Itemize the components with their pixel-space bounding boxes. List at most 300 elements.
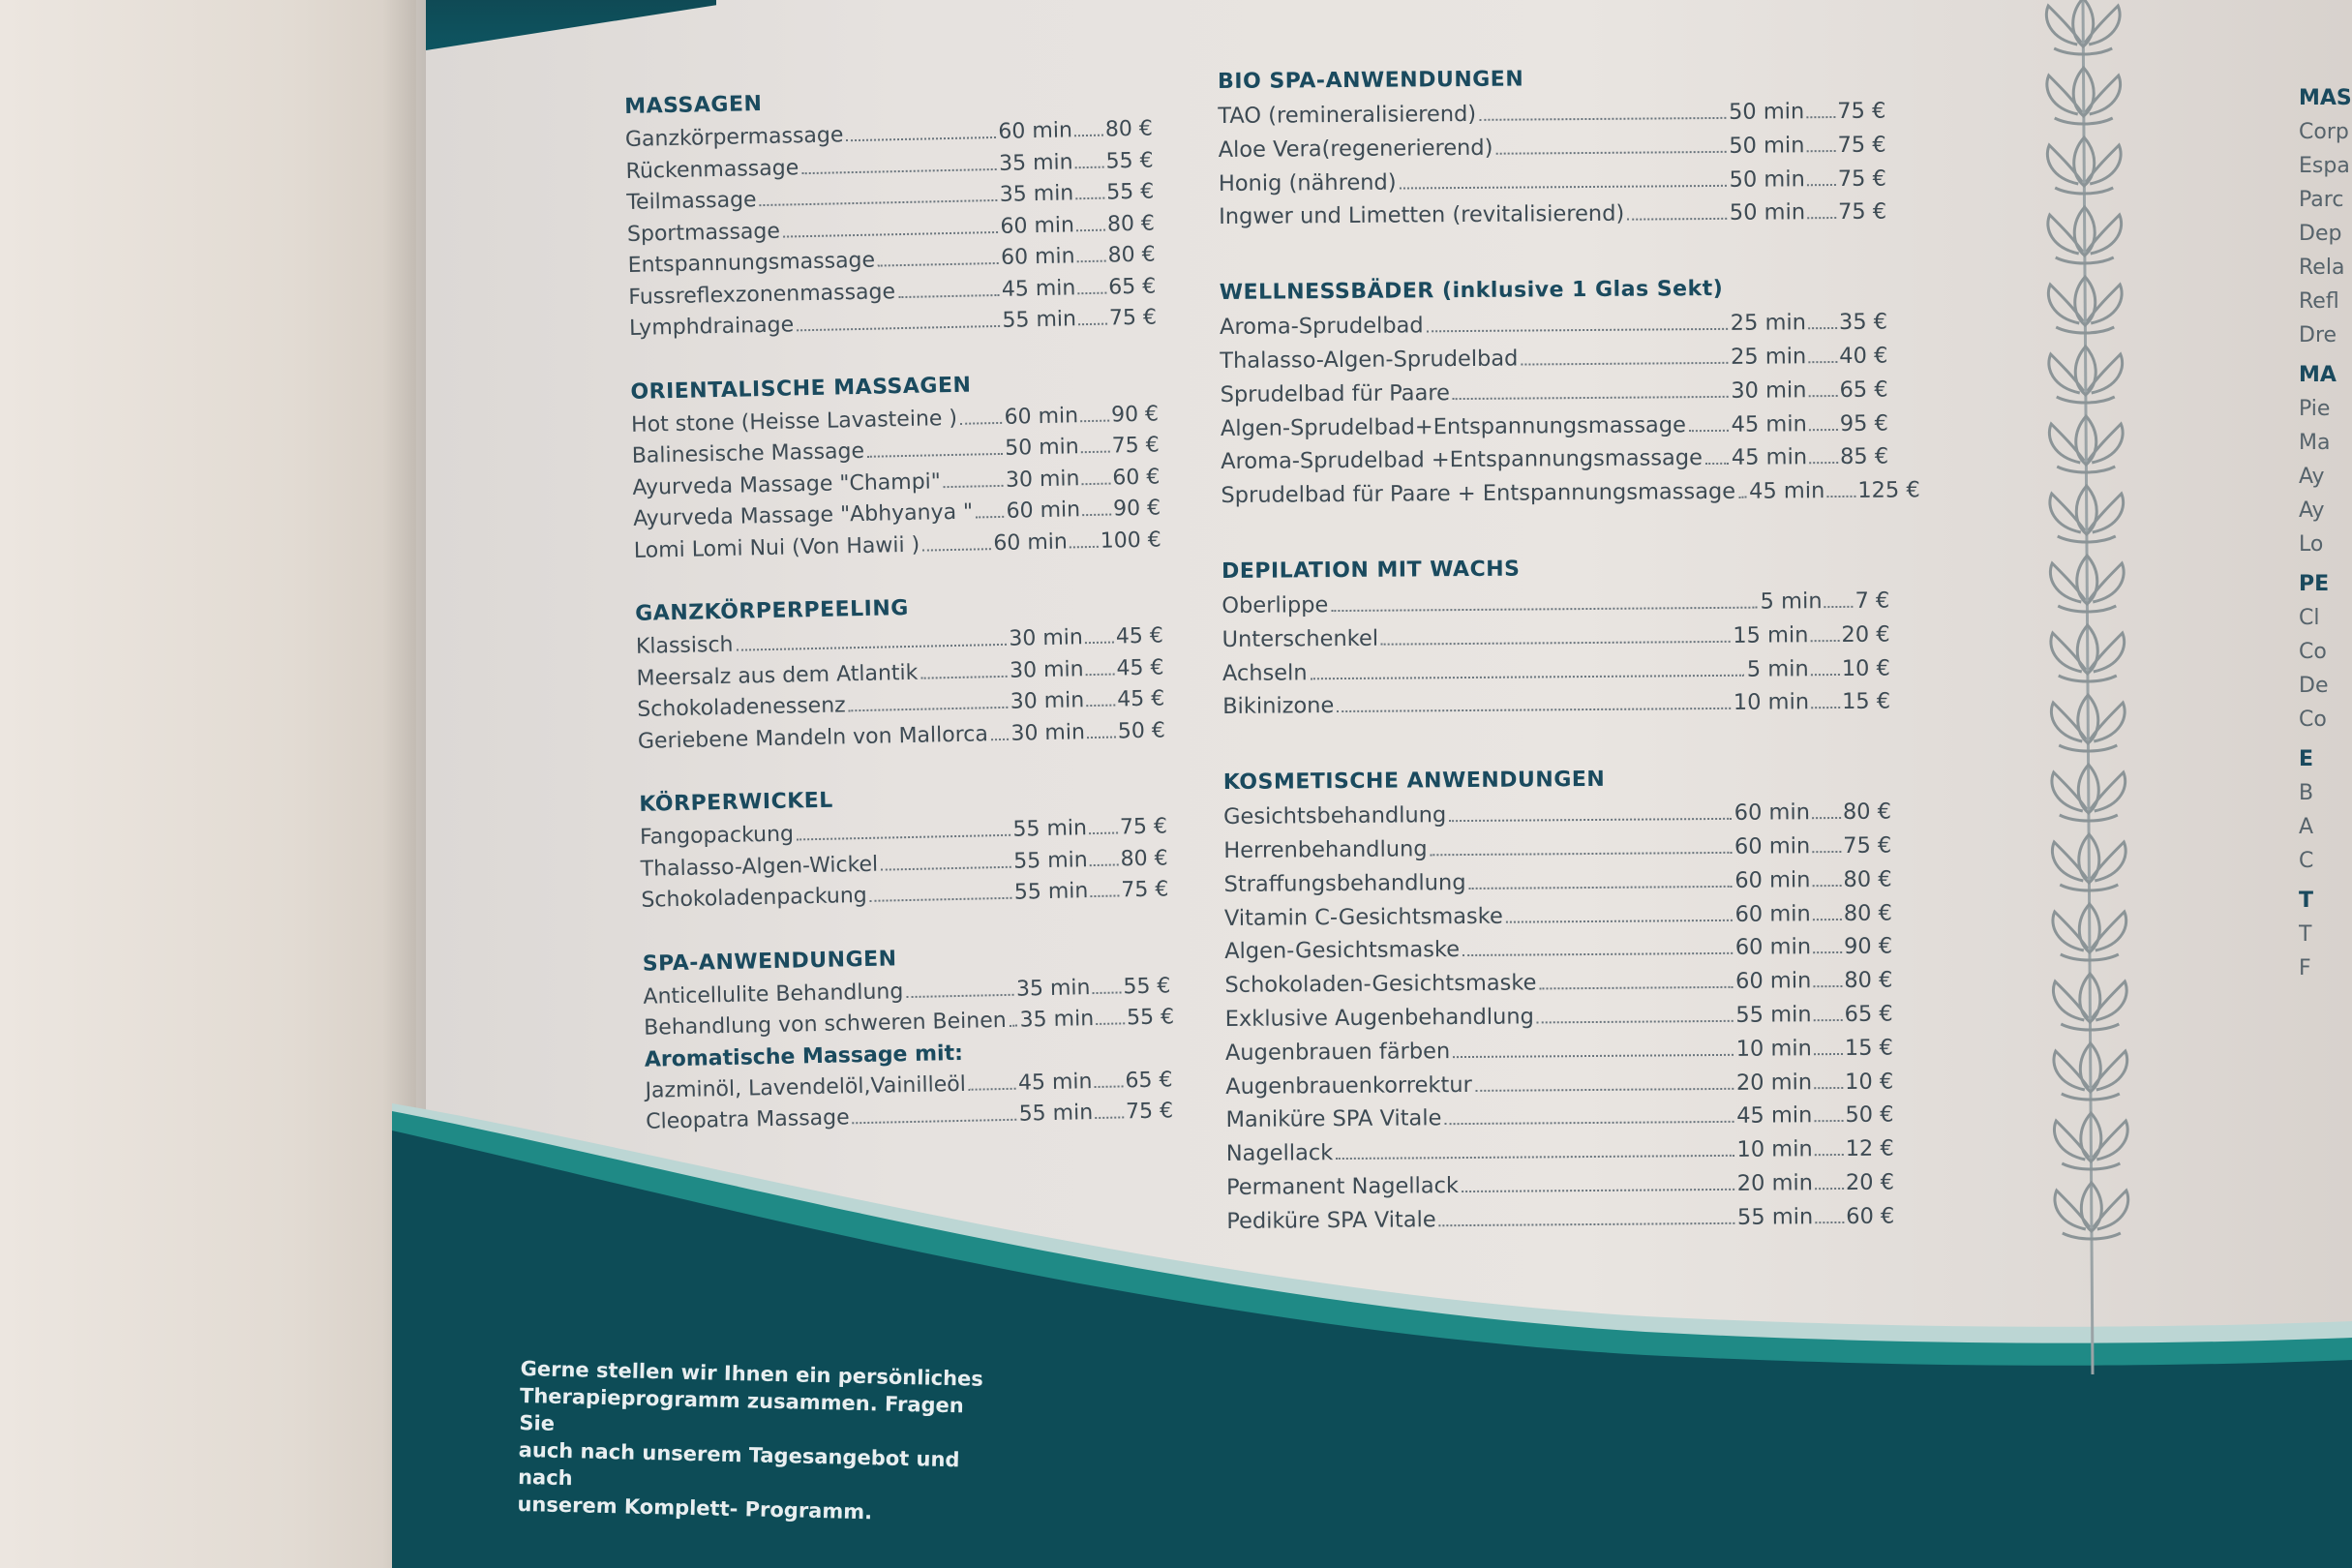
treatment-name: Permanent Nagellack [1225, 1173, 1460, 1200]
treatment-name: Jazminöl, Lavendelöl,Vainilleöl [645, 1071, 967, 1103]
treatment-name: Unterschenkel [1221, 625, 1379, 652]
price-row [1224, 964, 1892, 1003]
leader-dots [760, 199, 997, 206]
treatment-duration: 20 min [1735, 1069, 1813, 1096]
treatment-duration: 50 min [1005, 435, 1079, 461]
treatment-duration: 30 min [1005, 466, 1080, 493]
leader-dots [1813, 985, 1842, 987]
leader-dots [849, 707, 1008, 711]
leader-dots [1689, 429, 1729, 431]
leader-dots [1400, 184, 1727, 189]
treatment-name: Schokoladenpackung [641, 883, 868, 913]
treatment-name: Lymphdrainage [628, 313, 795, 341]
treatment-duration: 60 min [1000, 244, 1075, 270]
treatment-price: 75 € [1843, 832, 1892, 859]
treatment-name: Ayurveda Massage "Champi" [632, 468, 942, 500]
leader-dots [1815, 1154, 1844, 1156]
leader-dots [1811, 674, 1840, 676]
price-row [1220, 306, 1887, 345]
price-row [1225, 1099, 1893, 1137]
treatment-name: Fussreflexzonenmassage [628, 279, 896, 310]
leader-dots [898, 293, 999, 297]
treatment-price: 85 € [1839, 443, 1889, 470]
treatment-name: TAO (remineralisierend) [1218, 101, 1477, 129]
menu-section [630, 369, 1161, 567]
leader-dots [1813, 919, 1842, 920]
menu-section [639, 781, 1169, 917]
cut-section-title: MA [2299, 363, 2337, 387]
treatment-duration: 10 min [1733, 689, 1810, 716]
treatment-name: Straffungsbehandlung [1223, 869, 1466, 897]
treatment-price: 75 € [1837, 98, 1886, 124]
price-row [1221, 407, 1888, 445]
treatment-name: Aroma-Sprudelbad +Entspannungsmassage [1221, 445, 1704, 475]
price-row [1225, 1031, 1893, 1070]
treatment-name: Rückenmassage [625, 155, 799, 184]
treatment-duration: 50 min [1728, 99, 1805, 125]
leader-dots [1427, 328, 1728, 332]
leader-dots [1087, 736, 1116, 739]
leader-dots [1812, 851, 1841, 853]
treatment-duration: 25 min [1730, 310, 1807, 337]
section-title: DEPILATION MIT WACHS [1221, 557, 1521, 584]
treatment-name: Schokoladenessenz [637, 693, 846, 722]
price-row [1221, 474, 1920, 513]
footer-note-line: auch nach unserem Tagesangebot und nach [517, 1437, 960, 1491]
treatment-duration: 60 min [1734, 866, 1811, 893]
treatment-price: 45 € [1115, 623, 1164, 649]
treatment-name: Algen-Sprudelbad+Entspannungsmassage [1220, 411, 1687, 441]
cut-price-row: Refl [2299, 289, 2339, 314]
leader-dots [1070, 545, 1099, 548]
treatment-price: 10 € [1841, 655, 1890, 681]
treatment-price: 65 € [1108, 274, 1157, 300]
leader-dots [1814, 1120, 1843, 1122]
menu-section [1223, 766, 1895, 1239]
leader-dots [1811, 640, 1840, 642]
footer-note-line: Therapieprogramm zusammen. Fragen Sie [519, 1383, 965, 1435]
treatment-price: 80 € [1844, 967, 1893, 994]
treatment-name: Ganzkörpermassage [624, 123, 844, 152]
footer-note-line: Gerne stellen wir Ihnen ein persönliches [520, 1356, 984, 1391]
treatment-duration: 55 min [1012, 816, 1088, 842]
leader-dots [1336, 1155, 1734, 1160]
treatment-duration: 30 min [1009, 656, 1084, 683]
left-price-column [624, 84, 1174, 1174]
cut-price-row: Pie [2299, 397, 2331, 421]
leader-dots [1812, 817, 1841, 819]
treatment-name: Augenbrauen färben [1224, 1038, 1451, 1066]
treatment-duration: 55 min [1013, 879, 1089, 905]
leader-dots [797, 325, 999, 331]
treatment-price: 75 € [1108, 305, 1158, 331]
treatment-name: Balinesische Massage [631, 438, 865, 468]
treatment-duration: 10 min [1736, 1136, 1813, 1162]
section-title: WELLNESSBÄDER (inklusive 1 Glas Sekt) [1219, 277, 1724, 306]
treatment-duration: 50 min [1729, 133, 1805, 159]
cut-price-row: Corp [2299, 120, 2349, 144]
leader-dots [1010, 1025, 1017, 1027]
leader-dots [1705, 463, 1729, 465]
treatment-name: Maniküre SPA Vitale [1225, 1105, 1442, 1133]
treatment-price: 55 € [1105, 179, 1155, 205]
menu-section [1218, 65, 1886, 235]
menu-section [635, 590, 1165, 757]
cut-price-row: T [2299, 922, 2312, 947]
price-row [1221, 618, 1889, 656]
treatment-name: Herrenbehandlung [1223, 836, 1428, 863]
leader-dots [870, 897, 1011, 902]
treatment-name: Sprudelbad für Paare [1220, 379, 1451, 407]
treatment-price: 50 € [1117, 717, 1166, 743]
price-row [1222, 651, 1890, 690]
treatment-duration: 50 min [1729, 199, 1806, 226]
leader-dots [1815, 1188, 1844, 1190]
price-row [1221, 585, 1889, 623]
treatment-duration: 45 min [1731, 410, 1807, 437]
treatment-price: 75 € [1837, 198, 1887, 226]
cut-price-row: A [2299, 815, 2314, 839]
treatment-name: Exklusive Augenbehandlung [1224, 1004, 1534, 1032]
treatment-price: 75 € [1837, 132, 1886, 158]
treatment-duration: 45 min [1736, 1102, 1813, 1130]
treatment-name: Meersalz aus dem Atlantik [636, 660, 919, 691]
treatment-price: 12 € [1845, 1135, 1894, 1162]
treatment-name: Honig (nährend) [1218, 169, 1397, 196]
leader-dots [1537, 1020, 1734, 1024]
leader-dots [1808, 327, 1837, 329]
leader-dots [867, 453, 1002, 458]
treatment-duration: 45 min [1017, 1069, 1093, 1096]
treatment-price: 80 € [1843, 866, 1892, 892]
treatment-price: 10 € [1845, 1069, 1894, 1095]
leader-dots [1431, 852, 1732, 856]
leader-dots [1089, 831, 1118, 834]
treatment-price: 125 € [1857, 477, 1920, 503]
leader-dots [1331, 607, 1757, 612]
leader-dots [1813, 951, 1842, 953]
treatment-price: 45 € [1116, 654, 1164, 680]
treatment-price: 80 € [1843, 900, 1892, 926]
leader-dots [1462, 952, 1733, 956]
cut-price-row: C [2299, 849, 2314, 873]
cut-price-row: F [2299, 956, 2311, 980]
treatment-price: 80 € [1107, 242, 1156, 268]
treatment-name: Teilmassage [626, 188, 757, 215]
cut-price-row: B [2299, 781, 2314, 805]
treatment-name: Cleopatra Massage [645, 1105, 850, 1134]
treatment-price: 100 € [1100, 527, 1162, 554]
cut-price-row: Dre [2299, 323, 2337, 347]
treatment-name: Achseln [1221, 659, 1308, 686]
section-title: SPA-ANWENDUNGEN [642, 946, 897, 977]
treatment-price: 55 € [1123, 973, 1171, 999]
leader-dots [1337, 708, 1731, 712]
leader-dots [991, 738, 1009, 739]
leader-dots [922, 548, 990, 551]
treatment-duration: 60 min [1734, 934, 1812, 961]
leader-dots [1627, 218, 1727, 221]
leader-dots [1824, 606, 1854, 608]
treatment-duration: 35 min [998, 149, 1073, 176]
leader-dots [1444, 1121, 1734, 1125]
leader-dots [1449, 818, 1731, 822]
leader-dots [881, 865, 1010, 870]
treatment-name: Pediküre SPA Vitale [1226, 1206, 1436, 1234]
leader-dots [1811, 707, 1840, 709]
leader-dots [1077, 260, 1106, 263]
treatment-price: 55 € [1126, 1005, 1175, 1031]
treatment-name: Lomi Lomi Nui (Von Hawii ) [633, 532, 920, 563]
leader-dots [1439, 1222, 1734, 1226]
price-row [1223, 796, 1891, 834]
price-row [1224, 896, 1892, 935]
treatment-duration: 45 min [1748, 478, 1825, 504]
treatment-duration: 25 min [1730, 344, 1807, 370]
treatment-name: Hot stone (Heisse Lavasteine ) [630, 406, 958, 437]
treatment-duration: 30 min [1731, 377, 1807, 404]
treatment-price: 75 € [1119, 814, 1168, 840]
treatment-price: 75 € [1837, 166, 1887, 192]
treatment-price: 7 € [1854, 588, 1890, 614]
leader-dots [1738, 497, 1746, 498]
treatment-price: 15 € [1841, 688, 1891, 715]
leader-dots [1076, 228, 1105, 231]
leader-dots [1077, 291, 1106, 294]
leader-dots [1814, 1053, 1843, 1055]
cut-price-row: Espa [2299, 154, 2350, 178]
leader-dots [1096, 1022, 1125, 1025]
leader-dots [1814, 1086, 1843, 1088]
treatment-duration: 55 min [1735, 1002, 1812, 1028]
section-title: BIO SPA-ANWENDUNGEN [1218, 67, 1524, 94]
treatment-duration: 60 min [993, 529, 1069, 556]
treatment-price: 95 € [1839, 410, 1888, 437]
leader-dots [1807, 150, 1836, 152]
leader-dots [1807, 217, 1836, 219]
leader-dots [1453, 396, 1728, 400]
treatment-name: Fangopackung [639, 822, 795, 850]
treatment-duration: 60 min [998, 118, 1073, 144]
cut-price-row: Lo [2299, 532, 2324, 557]
price-row [1225, 997, 1893, 1036]
cut-price-row: Co [2299, 640, 2327, 664]
treatment-name: Algen-Gesichtsmaske [1224, 937, 1461, 965]
cut-price-row: Rela [2299, 256, 2345, 280]
treatment-duration: 35 min [1019, 1007, 1095, 1033]
leader-dots [1479, 117, 1726, 121]
treatment-duration: 10 min [1735, 1035, 1812, 1062]
treatment-name: Augenbrauenkorrektur [1225, 1071, 1472, 1100]
cut-section-title: T [2299, 889, 2314, 913]
treatment-price: 50 € [1845, 1101, 1894, 1129]
leader-dots [1082, 482, 1111, 485]
section-title: MASSAGEN [624, 92, 763, 119]
menu-section [1221, 555, 1890, 725]
price-row [1222, 685, 1890, 724]
leader-dots [1826, 496, 1855, 498]
leader-dots [960, 421, 1002, 424]
section-title: KOSMETISCHE ANWENDUNGEN [1222, 768, 1606, 796]
leader-dots [1462, 1189, 1734, 1192]
treatment-duration: 60 min [1734, 900, 1811, 927]
treatment-duration: 15 min [1733, 621, 1809, 648]
leader-dots [797, 834, 1010, 841]
leader-dots [1475, 1087, 1734, 1091]
price-row [1226, 1132, 1894, 1171]
price-row [1223, 829, 1891, 868]
treatment-duration: 55 min [1012, 847, 1088, 874]
treatment-name: Klassisch [635, 632, 734, 659]
treatment-duration: 30 min [1010, 688, 1085, 714]
leader-dots [1081, 451, 1110, 454]
treatment-price: 80 € [1104, 116, 1154, 142]
leader-dots [1090, 863, 1119, 866]
treatment-price: 20 € [1841, 621, 1890, 648]
leader-dots [1453, 1054, 1733, 1058]
treatment-name: Gesichtsbehandlung [1222, 802, 1447, 830]
treatment-name: Ayurveda Massage "Abhyanya " [632, 499, 974, 531]
treatment-duration: 45 min [1001, 275, 1076, 302]
treatment-duration: 60 min [1734, 833, 1811, 859]
treatment-price: 65 € [1844, 1001, 1893, 1027]
price-row [1223, 862, 1891, 901]
treatment-name: Thalasso-Algen-Sprudelbad [1220, 346, 1519, 374]
cut-price-row: Ay [2299, 498, 2325, 523]
treatment-price: 80 € [1842, 799, 1892, 826]
leader-dots [1095, 1116, 1124, 1119]
leader-dots [1806, 116, 1835, 118]
treatment-price: 55 € [1105, 148, 1154, 174]
leader-dots [1807, 184, 1836, 186]
treatment-name: Sportmassage [626, 219, 781, 247]
treatment-price: 20 € [1845, 1169, 1895, 1195]
treatment-price: 75 € [1111, 433, 1160, 459]
leader-dots [1813, 885, 1842, 887]
cut-section-title: E [2299, 747, 2314, 771]
leader-dots [976, 516, 1004, 519]
leader-dots [1469, 886, 1733, 890]
leader-dots [1815, 1221, 1844, 1223]
leader-dots [906, 993, 1013, 997]
price-row [1224, 930, 1892, 969]
leader-dots [1093, 991, 1122, 994]
price-row [1225, 1065, 1893, 1103]
price-row [1219, 196, 1886, 234]
treatment-name: Ingwer und Limetten (revitalisierend) [1219, 201, 1625, 230]
treatment-price: 60 € [1846, 1203, 1895, 1229]
leader-dots [1381, 641, 1730, 646]
leader-dots [1809, 429, 1838, 431]
treatment-name: Entspannungsmassage [627, 248, 876, 278]
lotus-border-decoration [1994, 0, 2168, 1374]
treatment-price: 90 € [1843, 933, 1893, 960]
cut-price-row: Dep [2299, 222, 2342, 246]
cut-price-row: Cl [2299, 606, 2320, 630]
treatment-duration: 45 min [1731, 444, 1808, 471]
cut-price-row: Co [2299, 708, 2327, 732]
menu-section [1219, 276, 1920, 513]
cut-section-title: PE [2299, 572, 2330, 596]
treatment-name: Thalasso-Algen-Wickel [640, 852, 879, 882]
treatment-name: Bikinizone [1222, 693, 1335, 720]
treatment-name: Vitamin C-Gesichtsmaske [1223, 903, 1503, 931]
treatment-duration: 35 min [999, 181, 1074, 207]
treatment-price: 75 € [1121, 877, 1169, 903]
treatment-price: 35 € [1838, 309, 1888, 336]
cut-section-title: MAS [2299, 86, 2352, 110]
price-row [1226, 1199, 1894, 1238]
leader-dots [1082, 514, 1111, 517]
treatment-duration: 60 min [1000, 212, 1075, 239]
leader-dots [783, 230, 998, 237]
treatment-duration: 5 min [1746, 655, 1809, 682]
treatment-duration: 35 min [1015, 975, 1091, 1002]
treatment-price: 15 € [1844, 1035, 1894, 1061]
section-title: ORIENTALISCHE MASSAGEN [630, 373, 972, 405]
leader-dots [1311, 674, 1744, 679]
price-row [1218, 95, 1885, 134]
leader-dots [1086, 705, 1115, 708]
price-row [1221, 440, 1888, 479]
price-row [1226, 1165, 1894, 1204]
treatment-name: Nagellack [1225, 1140, 1334, 1167]
treatment-duration: 20 min [1736, 1170, 1814, 1196]
menu-section [643, 941, 1174, 1138]
leader-dots [1539, 986, 1733, 990]
treatment-price: 90 € [1110, 402, 1160, 428]
leader-dots [846, 136, 995, 141]
leader-dots [944, 484, 1003, 487]
price-row [1219, 128, 1886, 166]
treatment-name: Sprudelbad für Paare + Entspannungsmassage [1221, 478, 1736, 509]
treatment-price: 60 € [1112, 465, 1161, 491]
leader-dots [801, 167, 996, 173]
cut-price-row: Ay [2299, 465, 2325, 489]
treatment-price: 80 € [1120, 845, 1168, 871]
treatment-duration: 55 min [1736, 1203, 1814, 1230]
treatment-duration: 30 min [1010, 719, 1086, 746]
leader-dots [1095, 1085, 1124, 1088]
right-price-column-partial [2299, 75, 2352, 985]
sub-heading: Aromatische Massage mit: [644, 1040, 964, 1072]
leader-dots [853, 1119, 1016, 1125]
treatment-name: Schokoladen-Gesichtsmaske [1224, 970, 1537, 999]
leader-dots [1086, 673, 1115, 676]
leader-dots [1078, 323, 1107, 326]
section-title: KÖRPERWICKEL [639, 788, 834, 817]
leader-dots [1080, 419, 1109, 422]
cut-price-row: Parc [2299, 188, 2344, 212]
leader-dots [920, 675, 1007, 678]
price-row [1219, 162, 1886, 200]
treatment-price: 65 € [1125, 1067, 1173, 1093]
treatment-name: Behandlung von schweren Beinen [643, 1008, 1007, 1040]
treatment-duration: 60 min [1006, 498, 1081, 524]
treatment-price: 40 € [1839, 343, 1888, 369]
treatment-price: 90 € [1112, 496, 1161, 522]
price-row [1221, 373, 1888, 411]
treatment-price: 80 € [1106, 211, 1156, 237]
leader-dots [1075, 197, 1104, 200]
middle-price-column [1218, 65, 1920, 1285]
leader-dots [1808, 361, 1837, 363]
treatment-duration: 50 min [1729, 166, 1805, 193]
treatment-price: 75 € [1125, 1099, 1174, 1125]
treatment-duration: 30 min [1009, 625, 1084, 651]
leader-dots [737, 644, 1007, 651]
leader-dots [1085, 642, 1114, 645]
